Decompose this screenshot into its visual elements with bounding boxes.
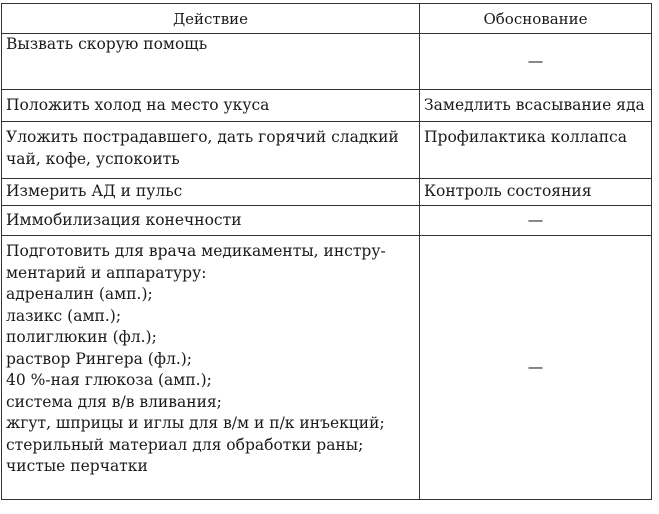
rationale-cell: Замедлить всасывание яда xyxy=(420,90,652,122)
action-line: Уложить пострадавшего, дать горячий сладкий xyxy=(6,128,399,146)
action-line: 40 %-ная глюкоза (амп.); xyxy=(6,371,212,389)
action-cell: Иммобилизация конечности xyxy=(2,206,420,236)
table-row xyxy=(2,34,652,90)
action-line: адреналин (амп.); xyxy=(6,285,153,303)
table-row xyxy=(2,122,652,179)
action-cell xyxy=(2,122,420,179)
action-cell xyxy=(2,236,420,500)
header-action: Действие xyxy=(2,4,420,34)
table-row xyxy=(2,179,652,206)
header-rationale: Обоснование xyxy=(420,4,652,34)
rationale-cell: Контроль состояния xyxy=(420,179,652,206)
action-line: чистые перчатки xyxy=(6,457,148,475)
table-row xyxy=(2,236,652,500)
action-cell: Измерить АД и пульс xyxy=(2,179,420,206)
first-aid-table xyxy=(1,3,652,500)
action-line: Подготовить для врача медикаменты, инстру- xyxy=(6,242,386,260)
rationale-cell: — xyxy=(420,206,652,236)
action-line: чай, кофе, успокоить xyxy=(6,149,180,168)
table-header-row xyxy=(2,4,652,34)
action-line: раствор Рингера (фл.); xyxy=(6,349,193,368)
rationale-cell: — xyxy=(420,34,652,90)
action-line: полиглюкин (фл.); xyxy=(6,328,157,346)
table-row xyxy=(2,90,652,122)
rationale-cell: Профилактика коллапса xyxy=(420,122,652,179)
action-cell: Вызвать скорую помощь xyxy=(2,34,420,90)
action-line: жгут, шприцы и иглы для в/м и п/к инъекций; xyxy=(6,414,385,432)
action-line: стерильный материал для обработки раны; xyxy=(6,435,364,454)
action-cell: Положить холод на место укуса xyxy=(2,90,420,122)
action-line: ментарий и аппаратуру: xyxy=(6,263,207,282)
table-row xyxy=(2,206,652,236)
action-line: система для в/в вливания; xyxy=(6,392,222,411)
action-line: лазикс (амп.); xyxy=(6,306,122,325)
rationale-cell: — xyxy=(420,236,652,500)
